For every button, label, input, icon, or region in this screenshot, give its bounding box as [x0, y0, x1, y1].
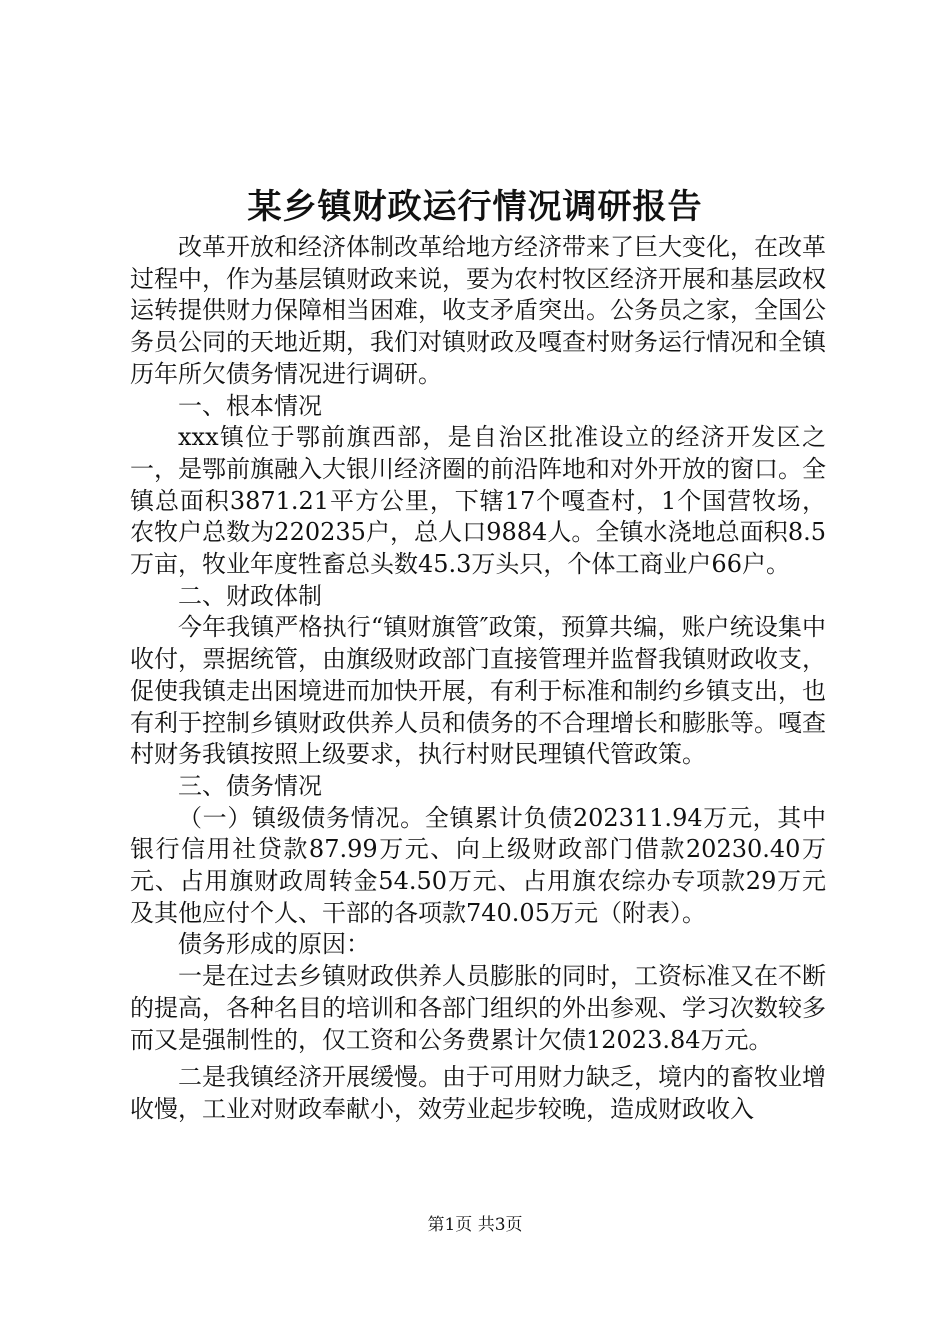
- section-heading-fiscal-system: 二、财政体制: [178, 581, 322, 610]
- section-heading-debt: 三、债务情况: [178, 771, 322, 800]
- debt-causes-heading: 债务形成的原因：: [178, 930, 370, 959]
- document-body: [130, 232, 826, 1126]
- section-heading-basic: 一、根本情况: [178, 391, 322, 420]
- document-title: 某乡镇财政运行情况调研报告: [247, 187, 703, 227]
- town-debt-paragraph: （一）镇级债务情况。全镇累计负债202311.94万元，其中银行信用社贷款87.99万元、向上级财政部门借款20230.40万元、占用旗财政周转金54.50万元、占用旗农综办专项款29万元及其他应付个人、干部的各项款740.05万元（附表）。: [130, 803, 826, 927]
- basic-situation-paragraph: xxx镇位于鄂前旗西部，是自治区批准设立的经济开发区之一，是鄂前旗融入大银川经济圈的前沿阵地和对外开放的窗口。全镇总面积3871.21平方公里，下辖17个嘎查村，1个国营牧场，农牧户总数为220235户，总人口9884人。全镇水浇地总面积8.5万亩，牧业年度牲畜总头数45.3万头只，个体工商业户66户。: [130, 423, 826, 579]
- debt-cause-one-paragraph: 一是在过去乡镇财政供养人员膨胀的同时，工资标准又在不断的提高，各种名目的培训和各部门组织的外出参观、学习次数较多而又是强制性的，仅工资和公务费累计欠债12023.84万元。: [130, 962, 826, 1054]
- debt-cause-two-paragraph: 二是我镇经济开展缓慢。由于可用财力缺乏，境内的畜牧业增收慢，工业对财政奉献小，效劳业起步较晚，造成财政收入: [130, 1063, 826, 1123]
- fiscal-system-paragraph: 今年我镇严格执行“镇财旗管″政策，预算共编，账户统设集中收付，票据统管，由旗级财政部门直接管理并监督我镇财政收支，促使我镇走出困境进而加快开展，有利于标准和制约乡镇支出，也有利于控制乡镇财政供养人员和债务的不合理增长和膨胀等。嘎查村财务我镇按照上级要求，执行村财民理镇代管政策。: [130, 613, 826, 769]
- page-footer: 第1页 共3页: [427, 1215, 523, 1235]
- intro-paragraph: 改革开放和经济体制改革给地方经济带来了巨大变化，在改革过程中，作为基层镇财政来说，要为农村牧区经济开展和基层政权运转提供财力保障相当困难，收支矛盾突出。公务员之家，全国公务员公同的天地近期，我们对镇财政及嘎查村财务运行情况和全镇历年所欠债务情况进行调研。: [130, 233, 826, 388]
